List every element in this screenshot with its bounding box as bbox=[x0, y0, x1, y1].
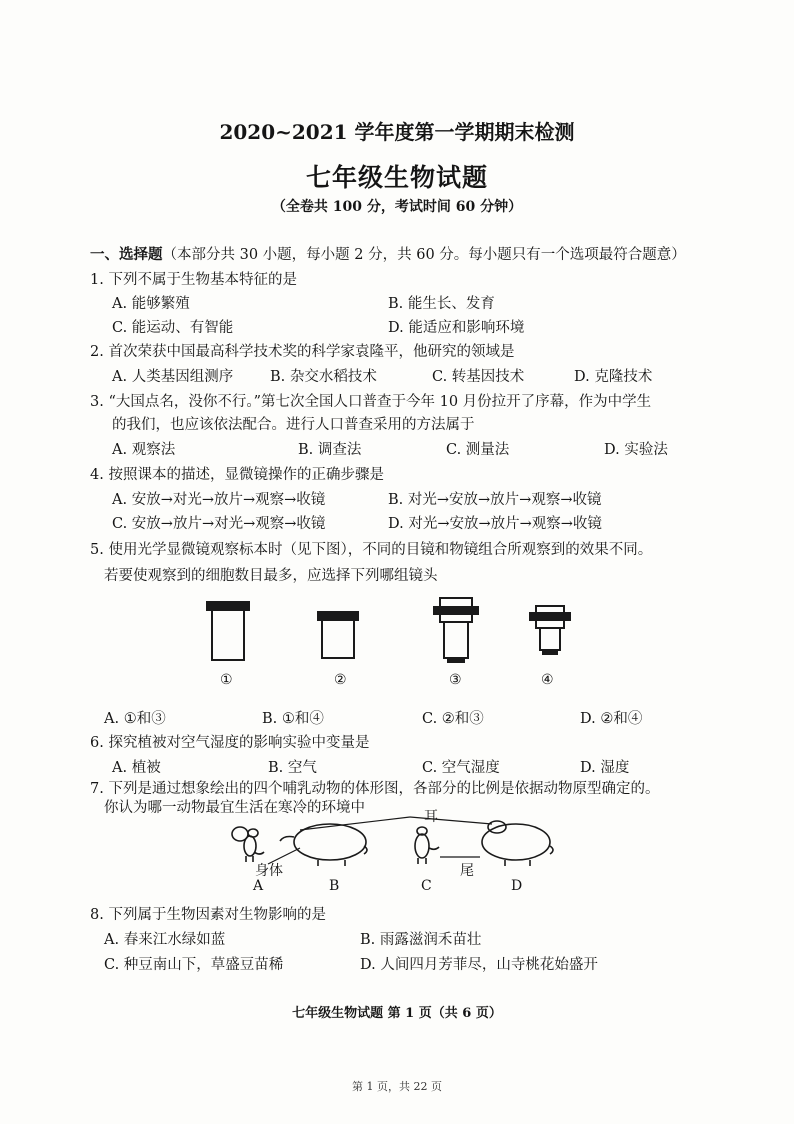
page-footer: 七年级生物试题 第 1 页（共 6 页） bbox=[292, 1006, 502, 1021]
q3-option-d: D. 实验法 bbox=[604, 442, 668, 458]
lens-3-objective-long bbox=[434, 598, 478, 662]
q3-stem-line2: 的我们，也应该依法配合。进行人口普查采用的方法属于 bbox=[112, 417, 475, 433]
lens-label-3: ③ bbox=[449, 672, 462, 688]
exam-term-title: 2020~2021 学年度第一学期期末检测 bbox=[219, 120, 575, 144]
q4-option-b: B. 对光→安放→放片→观察→收镜 bbox=[388, 492, 602, 508]
figure-letter-b: B bbox=[329, 878, 340, 894]
q5-option-c: C. ②和③ bbox=[422, 711, 484, 727]
animal-a-drawing bbox=[232, 827, 264, 862]
q5-stem-line1: 5. 使用光学显微镜观察标本时（见下图），不同的目镜和物镜组合所观察到的效果不同。 bbox=[90, 542, 653, 558]
q3-option-b: B. 调查法 bbox=[298, 442, 362, 458]
q2-stem: 2. 首次荣获中国最高科学技术奖的科学家袁隆平，他研究的领域是 bbox=[90, 344, 515, 360]
animal-d-drawing bbox=[482, 821, 553, 866]
figure-pointer-lines bbox=[268, 817, 492, 864]
q7-stem-line2: 你认为哪一动物最宜生活在寒冷的环境中 bbox=[104, 800, 365, 816]
q8-option-c: C. 种豆南山下，草盛豆苗稀 bbox=[104, 957, 284, 973]
lens-2-eyepiece-short bbox=[318, 612, 358, 658]
q2-option-c: C. 转基因技术 bbox=[432, 369, 525, 385]
q1-option-b: B. 能生长、发育 bbox=[388, 296, 495, 312]
q6-option-a: A. 植被 bbox=[112, 760, 161, 776]
animal-figure bbox=[0, 800, 794, 895]
q4-option-a: A. 安放→对光→放片→观察→收镜 bbox=[112, 492, 326, 508]
q6-option-b: B. 空气 bbox=[268, 760, 317, 776]
q3-option-c: C. 测量法 bbox=[446, 442, 510, 458]
q2-option-b: B. 杂交水稻技术 bbox=[270, 369, 377, 385]
q6-stem: 6. 探究植被对空气湿度的影响实验中变量是 bbox=[90, 735, 370, 751]
section-instruction: （本部分共 30 小题，每小题 2 分，共 60 分。每小题只有一个选项最符合题意） bbox=[162, 247, 686, 263]
q4-option-d: D. 对光→安放→放片→观察→收镜 bbox=[388, 516, 602, 532]
q1-option-c: C. 能运动、有智能 bbox=[112, 320, 234, 336]
q4-option-c: C. 安放→放片→对光→观察→收镜 bbox=[112, 516, 326, 532]
q1-stem: 1. 下列不属于生物基本特征的是 bbox=[90, 272, 297, 288]
exam-info: （全卷共 100 分，考试时间 60 分钟） bbox=[271, 199, 523, 215]
q5-option-d: D. ②和④ bbox=[580, 711, 643, 727]
exam-subject-title: 七年级生物试题 bbox=[305, 163, 488, 192]
q2-option-a: A. 人类基因组测序 bbox=[112, 369, 234, 385]
figure-label-tail: 尾 bbox=[460, 863, 474, 879]
q5-stem-line2: 若要使观察到的细胞数目最多，应选择下列哪组镜头 bbox=[104, 568, 438, 584]
figure-letter-a: A bbox=[253, 878, 264, 894]
lens-label-1: ① bbox=[220, 672, 233, 688]
animal-c-drawing bbox=[415, 827, 439, 864]
q7-stem-line1: 7. 下列是通过想象绘出的四个哺乳动物的体形图，各部分的比例是依据动物原型确定的。 bbox=[90, 781, 660, 797]
lens-figure bbox=[0, 590, 794, 700]
lens-label-4: ④ bbox=[541, 672, 554, 688]
q5-option-a: A. ①和③ bbox=[104, 711, 166, 727]
q8-option-a: A. 春来江水绿如蓝 bbox=[104, 932, 226, 948]
q8-stem: 8. 下列属于生物因素对生物影响的是 bbox=[90, 907, 326, 923]
lens-label-2: ② bbox=[334, 672, 347, 688]
q1-option-a: A. 能够繁殖 bbox=[112, 296, 190, 312]
figure-label-ear: 耳 bbox=[424, 809, 438, 825]
section-heading bbox=[90, 243, 686, 264]
figure-letter-c: C bbox=[421, 878, 432, 894]
q3-option-a: A. 观察法 bbox=[112, 442, 176, 458]
q8-option-d: D. 人间四月芳菲尽，山寺桃花始盛开 bbox=[360, 957, 598, 973]
animal-b-drawing bbox=[280, 824, 367, 866]
q6-option-d: D. 湿度 bbox=[580, 760, 630, 776]
section-title: 一、选择题 bbox=[90, 246, 163, 263]
q5-option-b: B. ①和④ bbox=[262, 711, 324, 727]
q6-option-c: C. 空气湿度 bbox=[422, 760, 500, 776]
q3-stem-line1: 3. “大国点名，没你不行。”第七次全国人口普查于今年 10 月份拉开了序幕，作为中学生 bbox=[90, 394, 652, 410]
q8-option-b: B. 雨露滋润禾苗壮 bbox=[360, 932, 482, 948]
viewer-page-number: 第 1 页，共 22 页 bbox=[352, 1080, 442, 1093]
figure-label-body: 身体 bbox=[255, 863, 283, 879]
figure-letter-d: D bbox=[511, 878, 523, 894]
q2-option-d: D. 克隆技术 bbox=[574, 369, 653, 385]
lens-4-objective-short bbox=[530, 606, 570, 654]
q4-stem: 4. 按照课本的描述，显微镜操作的正确步骤是 bbox=[90, 467, 384, 483]
q1-option-d: D. 能适应和影响环境 bbox=[388, 320, 525, 336]
lens-1-eyepiece-long bbox=[207, 602, 249, 660]
